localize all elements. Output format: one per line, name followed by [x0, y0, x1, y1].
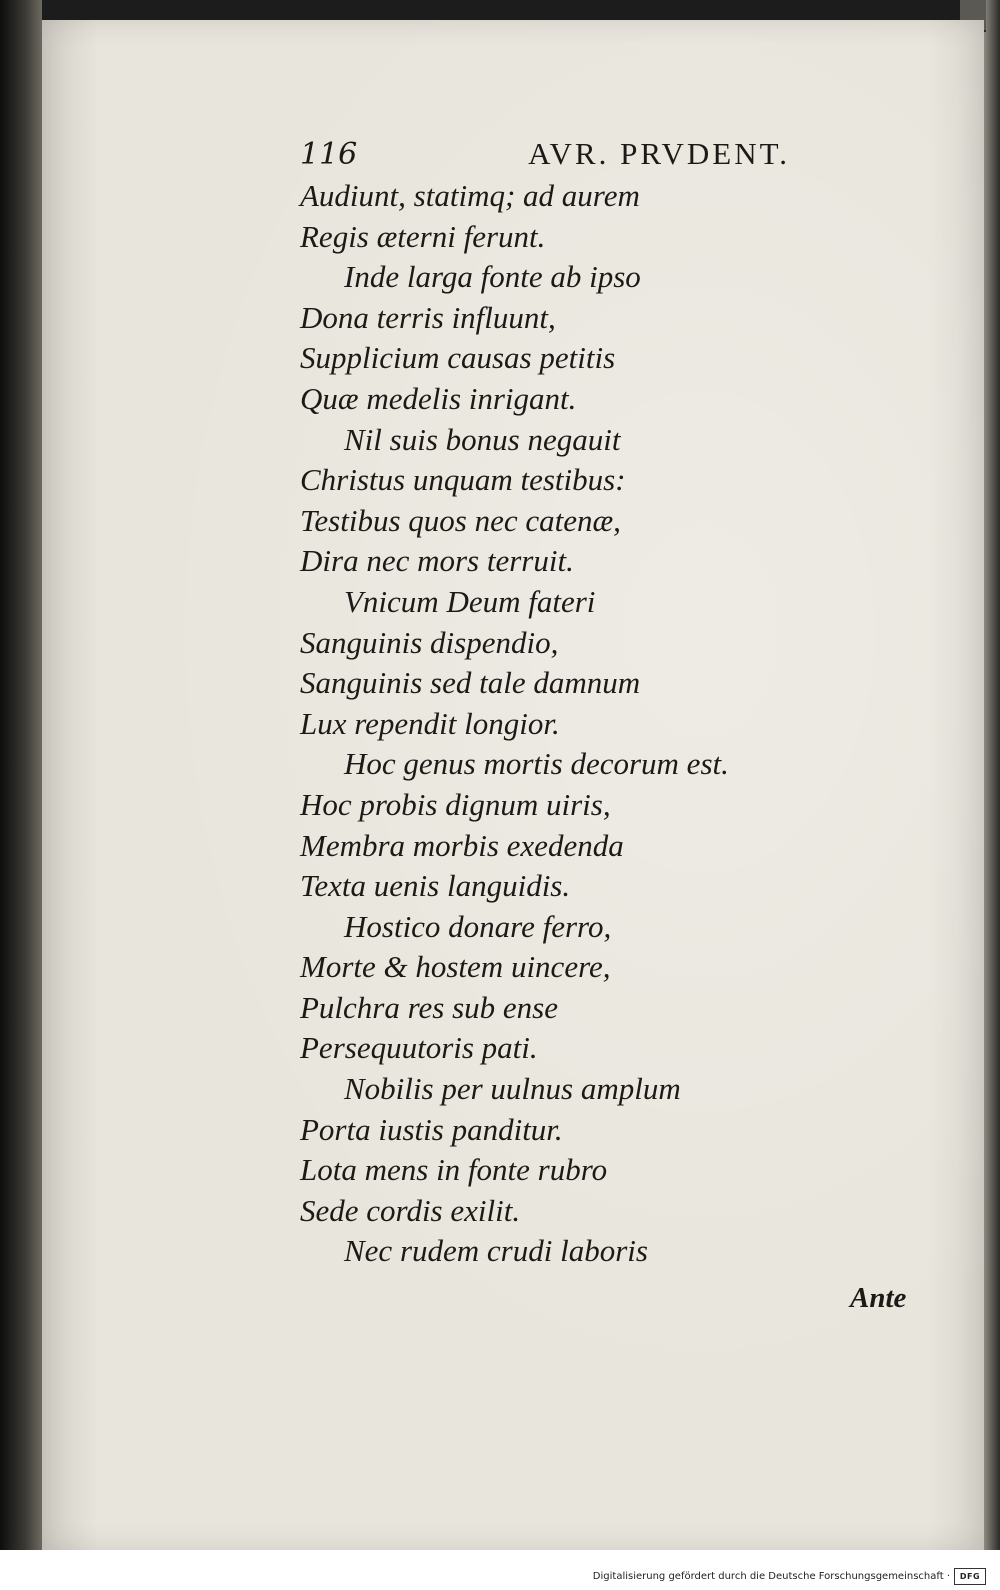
catchword: Ante: [850, 1282, 907, 1314]
verse-line: Dira nec mors terruit.: [300, 543, 574, 579]
book-edge-right: [984, 0, 1000, 1550]
verse-line: Morte & hostem uincere,: [300, 949, 611, 985]
verse-line: Sanguinis dispendio,: [300, 624, 559, 660]
verse-line: Sede cordis exilit.: [300, 1192, 521, 1228]
verse-line: Testibus quos nec catenæ,: [300, 502, 621, 538]
book-edge-left: [0, 0, 42, 1550]
verse-line: Inde larga fonte ab ipso: [344, 259, 641, 295]
verse-line: Lux rependit longior.: [300, 705, 560, 741]
verse-line: Texta uenis languidis.: [300, 868, 571, 904]
running-head: [300, 136, 790, 176]
dfg-logo-icon: DFG: [954, 1568, 986, 1585]
verse-line: Hostico donare ferro,: [344, 908, 612, 944]
verse-line: Quæ medelis inrigant.: [300, 380, 577, 416]
verse-line: Nobilis per uulnus amplum: [344, 1071, 681, 1107]
verse-line: Persequutoris pati.: [300, 1030, 538, 1066]
verse-line: Nec rudem crudi laboris: [344, 1233, 648, 1269]
funding-credit: Digitalisierung gefördert durch die Deutsche Forschungsgemeinschaft ·: [592, 1571, 950, 1582]
verse-line: Pulchra res sub ense: [300, 989, 559, 1025]
verse-line: Lota mens in fonte rubro: [300, 1152, 608, 1188]
verse-line: Christus unquam testibus:: [300, 462, 626, 498]
verse-line: Vnicum Deum fateri: [344, 583, 596, 619]
verse-line: Membra morbis exedenda: [300, 827, 624, 863]
verse-line: Sanguinis sed tale damnum: [300, 665, 641, 701]
verse-line: Supplicium causas petitis: [300, 340, 616, 376]
page-number: 116: [300, 137, 358, 172]
verse-text: [300, 176, 820, 1272]
verse-line: Hoc probis dignum uiris,: [300, 786, 611, 822]
verse-line: Hoc genus mortis decorum est.: [344, 746, 729, 782]
verse-line: Audiunt, statimq; ad aurem: [300, 178, 640, 213]
verse-line: Dona terris influunt,: [300, 299, 556, 335]
verse-line: Nil suis bonus negauit: [344, 421, 621, 457]
digitization-footer: [0, 1550, 1000, 1590]
verse-line: Porta iustis panditur.: [300, 1111, 563, 1147]
running-title: AVR. PRVDENT.: [528, 136, 790, 171]
verse-line: Regis æterni ferunt.: [300, 218, 546, 254]
